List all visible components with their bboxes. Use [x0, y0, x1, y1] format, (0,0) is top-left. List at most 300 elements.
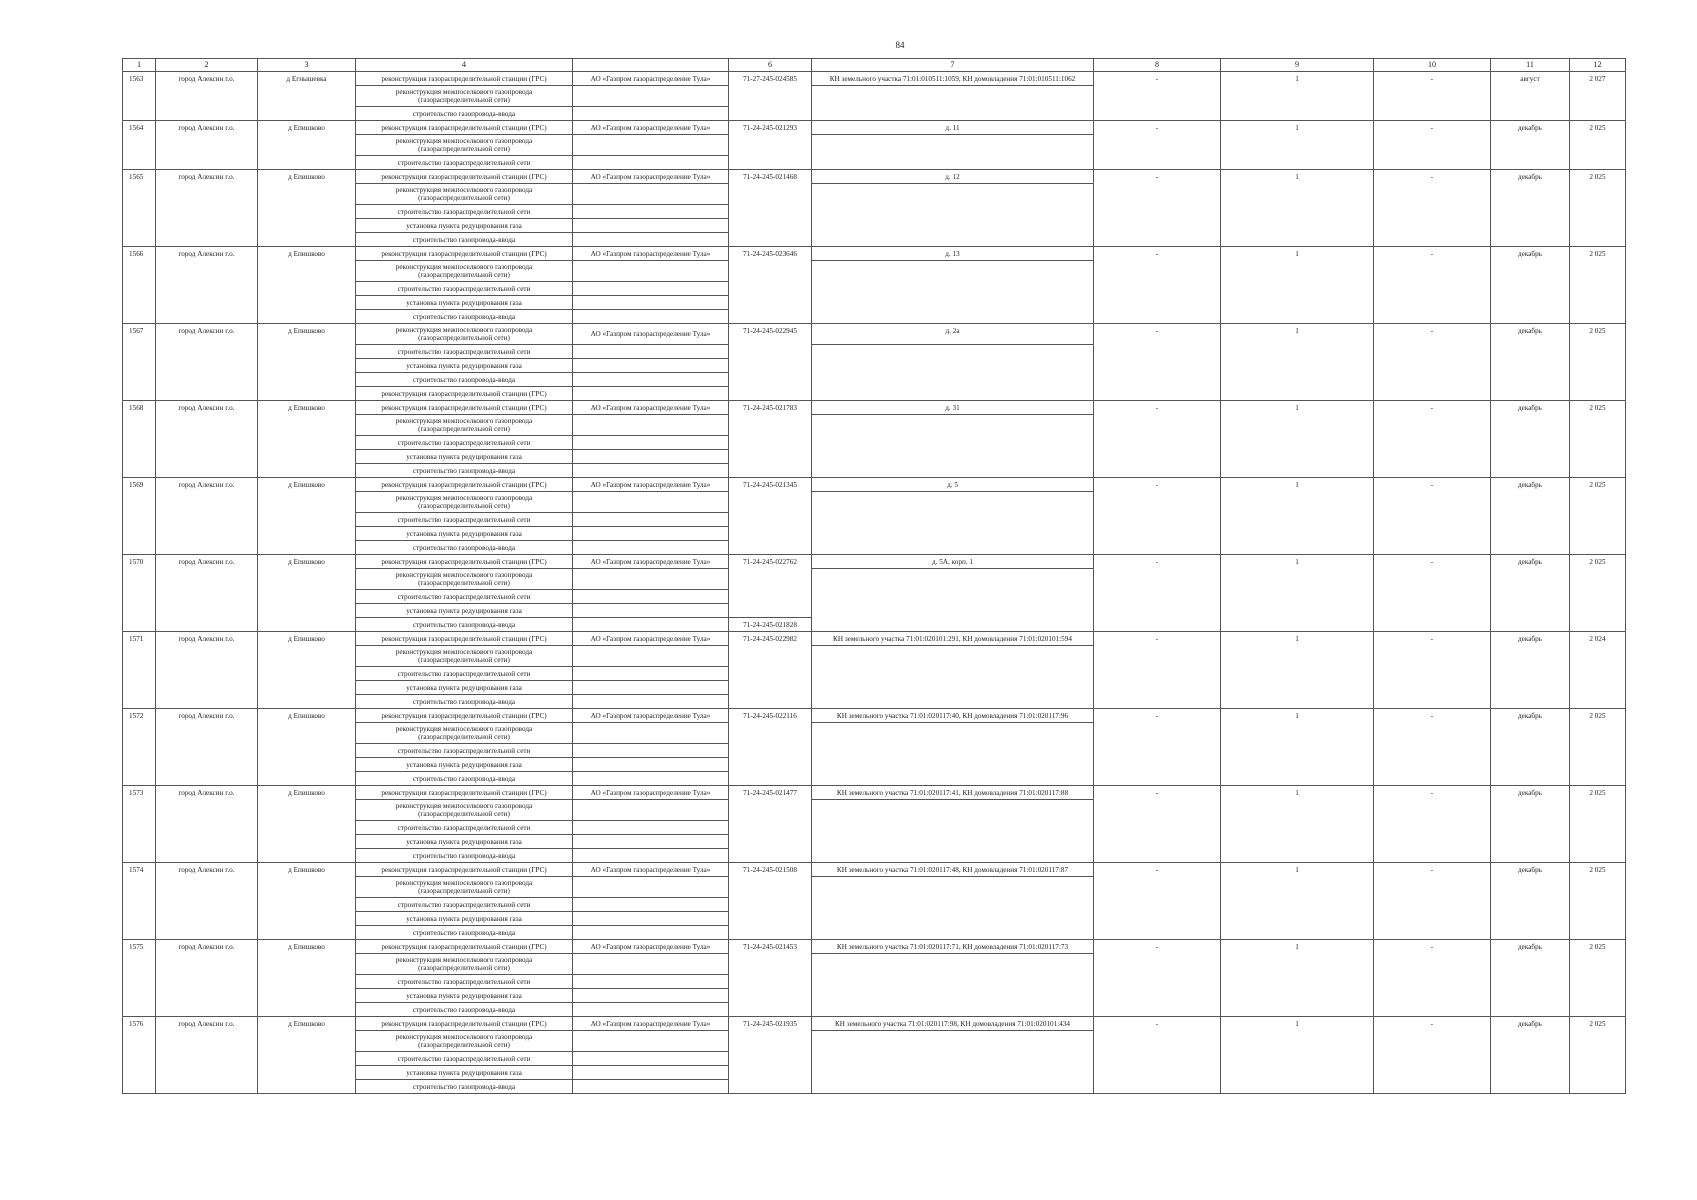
organization-cell	[573, 184, 729, 205]
organization-cell	[573, 604, 729, 618]
work-type-cell: установка пункта редуцирования газа	[356, 359, 573, 373]
address-cell-blank	[812, 345, 1094, 401]
work-type-cell: строительство газопровода-ввода	[356, 1080, 573, 1094]
work-type-cell: реконструкция газораспределительной станции (ГРС)	[356, 1017, 573, 1031]
settlement-cell: д Епишково	[258, 709, 356, 786]
request-id-cell: 71-24-245-021293	[729, 121, 812, 170]
work-type-cell: реконструкция межпоселкового газопровода (газораспределительной сети)	[356, 184, 573, 205]
record-number: 1567	[123, 324, 156, 401]
month-cell: декабрь	[1491, 121, 1570, 170]
address-cell: д. 5	[812, 478, 1094, 492]
settlement-cell: д Епишково	[258, 940, 356, 1017]
settlement-cell: д Епишково	[258, 170, 356, 247]
work-type-cell: установка пункта редуцирования газа	[356, 450, 573, 464]
organization-cell: АО «Газпром газораспределение Тула»	[573, 401, 729, 415]
request-id-cell: 71-24-245-022116	[729, 709, 812, 786]
year-cell: 2 025	[1570, 709, 1626, 786]
month-cell: август	[1491, 72, 1570, 121]
table-row	[123, 478, 1626, 492]
column-10-cell: -	[1374, 170, 1491, 247]
settlement-cell: д Егнышевка	[258, 72, 356, 121]
organization-cell: АО «Газпром газораспределение Тула»	[573, 940, 729, 954]
column-9-cell: 1	[1221, 786, 1374, 863]
organization-cell	[573, 772, 729, 786]
organization-cell	[573, 1080, 729, 1094]
organization-cell	[573, 345, 729, 359]
organization-cell	[573, 912, 729, 926]
month-cell: декабрь	[1491, 555, 1570, 632]
table-row	[123, 863, 1626, 877]
settlement-cell: д Епишково	[258, 401, 356, 478]
column-header: 1	[123, 59, 156, 72]
municipality-cell: город Алексин г.о.	[156, 555, 258, 632]
organization-cell	[573, 758, 729, 772]
organization-cell: АО «Газпром газораспределение Тула»	[573, 709, 729, 723]
address-cell: КН земельного участка 71:01:020117:41, КН домовладения 71:01:020117:88	[812, 786, 1094, 800]
municipality-cell: город Алексин г.о.	[156, 121, 258, 170]
address-cell: КН земельного участка 71:01:020101:291, КН домовладения 71:01:020101:594	[812, 632, 1094, 646]
column-header: 3	[258, 59, 356, 72]
municipality-cell: город Алексин г.о.	[156, 170, 258, 247]
address-cell: д. 5А, корп. 1	[812, 555, 1094, 569]
work-type-cell: строительство газопровода-ввода	[356, 107, 573, 121]
organization-cell	[573, 135, 729, 156]
column-10-cell: -	[1374, 478, 1491, 555]
work-type-cell: реконструкция газораспределительной станции (ГРС)	[356, 247, 573, 261]
column-9-cell: 1	[1221, 170, 1374, 247]
organization-cell: АО «Газпром газораспределение Тула»	[573, 170, 729, 184]
year-cell: 2 025	[1570, 478, 1626, 555]
work-type-cell: реконструкция газораспределительной станции (ГРС)	[356, 478, 573, 492]
work-type-cell: реконструкция газораспределительной станции (ГРС)	[356, 170, 573, 184]
work-type-cell: строительство газопровода-ввода	[356, 695, 573, 709]
work-type-cell: реконструкция межпоселкового газопровода (газораспределительной сети)	[356, 1031, 573, 1052]
column-numbers-row	[123, 59, 1626, 72]
month-cell: декабрь	[1491, 940, 1570, 1017]
organization-cell: АО «Газпром газораспределение Тула»	[573, 786, 729, 800]
request-id-cell: 71-24-245-022762	[729, 555, 812, 618]
organization-cell	[573, 156, 729, 170]
address-cell-blank	[812, 135, 1094, 170]
column-10-cell: -	[1374, 247, 1491, 324]
month-cell: декабрь	[1491, 786, 1570, 863]
column-header: 8	[1094, 59, 1221, 72]
work-type-cell: реконструкция газораспределительной станции (ГРС)	[356, 72, 573, 86]
year-cell: 2 025	[1570, 863, 1626, 940]
column-8-cell: -	[1094, 401, 1221, 478]
organization-cell	[573, 541, 729, 555]
organization-cell	[573, 898, 729, 912]
table-row	[123, 555, 1626, 569]
work-type-cell: реконструкция газораспределительной станции (ГРС)	[356, 709, 573, 723]
work-type-cell: строительство газопровода-ввода	[356, 373, 573, 387]
organization-cell	[573, 464, 729, 478]
work-type-cell: установка пункта редуцирования газа	[356, 527, 573, 541]
year-cell: 2 025	[1570, 940, 1626, 1017]
month-cell: декабрь	[1491, 478, 1570, 555]
address-cell: д. 11	[812, 121, 1094, 135]
work-type-cell: строительство газопровода-ввода	[356, 464, 573, 478]
organization-cell	[573, 646, 729, 667]
column-8-cell: -	[1094, 786, 1221, 863]
column-10-cell: -	[1374, 121, 1491, 170]
organization-cell	[573, 681, 729, 695]
work-type-cell: реконструкция газораспределительной станции (ГРС)	[356, 940, 573, 954]
organization-cell	[573, 1031, 729, 1052]
year-cell: 2 025	[1570, 401, 1626, 478]
column-9-cell: 1	[1221, 247, 1374, 324]
column-header: 11	[1491, 59, 1570, 72]
work-type-cell: установка пункта редуцирования газа	[356, 835, 573, 849]
address-cell-blank	[812, 723, 1094, 786]
column-10-cell: -	[1374, 940, 1491, 1017]
table-row	[123, 72, 1626, 86]
column-8-cell: -	[1094, 247, 1221, 324]
work-type-cell: реконструкция межпоселкового газопровода (газораспределительной сети)	[356, 646, 573, 667]
municipality-cell: город Алексин г.о.	[156, 401, 258, 478]
column-10-cell: -	[1374, 401, 1491, 478]
address-cell: д. 2а	[812, 324, 1094, 345]
organization-cell	[573, 359, 729, 373]
month-cell: декабрь	[1491, 863, 1570, 940]
organization-cell	[573, 1066, 729, 1080]
request-id-cell: 71-24-245-021508	[729, 863, 812, 940]
organization-cell	[573, 569, 729, 590]
work-type-cell: реконструкция газораспределительной станции (ГРС)	[356, 555, 573, 569]
work-type-cell: установка пункта редуцирования газа	[356, 604, 573, 618]
column-8-cell: -	[1094, 121, 1221, 170]
address-cell: КН земельного участка 71:01:020117:98, КН домовладения 71:01:020101:434	[812, 1017, 1094, 1031]
request-id-cell: 71-24-245-021345	[729, 478, 812, 555]
organization-cell	[573, 800, 729, 821]
column-10-cell: -	[1374, 1017, 1491, 1094]
work-type-cell: строительство газораспределительной сети	[356, 156, 573, 170]
organization-cell	[573, 513, 729, 527]
column-header: 6	[729, 59, 812, 72]
organization-cell	[573, 450, 729, 464]
municipality-cell: город Алексин г.о.	[156, 478, 258, 555]
municipality-cell: город Алексин г.о.	[156, 632, 258, 709]
column-10-cell: -	[1374, 324, 1491, 401]
column-8-cell: -	[1094, 72, 1221, 121]
address-cell-blank	[812, 86, 1094, 121]
month-cell: декабрь	[1491, 170, 1570, 247]
work-type-cell: реконструкция газораспределительной станции (ГРС)	[356, 863, 573, 877]
request-id-cell: 71-24-245-021453	[729, 940, 812, 1017]
work-type-cell: строительство газораспределительной сети	[356, 205, 573, 219]
organization-cell	[573, 821, 729, 835]
address-cell: КН земельного участка 71:01:020117:40, КН домовладения 71:01:020117:96	[812, 709, 1094, 723]
organization-cell: АО «Газпром газораспределение Тула»	[573, 555, 729, 569]
column-8-cell: -	[1094, 1017, 1221, 1094]
work-type-cell: строительство газопровода-ввода	[356, 618, 573, 632]
organization-cell	[573, 989, 729, 1003]
column-9-cell: 1	[1221, 324, 1374, 401]
year-cell: 2 025	[1570, 324, 1626, 401]
work-type-cell: реконструкция межпоселкового газопровода (газораспределительной сети)	[356, 261, 573, 282]
organization-cell	[573, 695, 729, 709]
address-cell-blank	[812, 954, 1094, 1017]
address-cell-blank	[812, 646, 1094, 709]
organization-cell	[573, 296, 729, 310]
work-type-cell: строительство газораспределительной сети	[356, 282, 573, 296]
work-type-cell: строительство газораспределительной сети	[356, 590, 573, 604]
organization-cell	[573, 282, 729, 296]
organization-cell	[573, 373, 729, 387]
organization-cell	[573, 926, 729, 940]
request-id-cell: 71-24-245-021477	[729, 786, 812, 863]
work-type-cell: строительство газораспределительной сети	[356, 898, 573, 912]
column-10-cell: -	[1374, 632, 1491, 709]
record-number: 1569	[123, 478, 156, 555]
work-type-cell: реконструкция межпоселкового газопровода (газораспределительной сети)	[356, 954, 573, 975]
request-id-cell: 71-24-245-021783	[729, 401, 812, 478]
column-8-cell: -	[1094, 170, 1221, 247]
month-cell: декабрь	[1491, 401, 1570, 478]
column-8-cell: -	[1094, 863, 1221, 940]
column-10-cell: -	[1374, 709, 1491, 786]
organization-cell	[573, 415, 729, 436]
organization-cell: АО «Газпром газораспределение Тула»	[573, 72, 729, 86]
work-type-cell: строительство газопровода-ввода	[356, 541, 573, 555]
year-cell: 2 025	[1570, 786, 1626, 863]
record-number: 1575	[123, 940, 156, 1017]
address-cell: д. 13	[812, 247, 1094, 261]
work-type-cell: строительство газораспределительной сети	[356, 744, 573, 758]
work-type-cell: установка пункта редуцирования газа	[356, 1066, 573, 1080]
work-type-cell: реконструкция газораспределительной станции (ГРС)	[356, 121, 573, 135]
organization-cell	[573, 387, 729, 401]
column-header: 2	[156, 59, 258, 72]
table-body	[123, 72, 1626, 1094]
address-cell-blank	[812, 877, 1094, 940]
settlement-cell: д Епишково	[258, 786, 356, 863]
organization-cell	[573, 1003, 729, 1017]
organization-cell	[573, 261, 729, 282]
record-number: 1576	[123, 1017, 156, 1094]
request-id-cell: 71-24-245-022982	[729, 632, 812, 709]
month-cell: декабрь	[1491, 632, 1570, 709]
address-cell: КН земельного участка 71:01:010511:1059, КН домовладения 71:01:010511:1062	[812, 72, 1094, 86]
month-cell: декабрь	[1491, 1017, 1570, 1094]
organization-cell: АО «Газпром газораспределение Тула»	[573, 632, 729, 646]
work-type-cell: установка пункта редуцирования газа	[356, 681, 573, 695]
column-10-cell: -	[1374, 786, 1491, 863]
work-type-cell: установка пункта редуцирования газа	[356, 989, 573, 1003]
organization-cell	[573, 849, 729, 863]
organization-cell	[573, 310, 729, 324]
work-type-cell: реконструкция межпоселкового газопровода (газораспределительной сети)	[356, 723, 573, 744]
table-row	[123, 632, 1626, 646]
column-header: 12	[1570, 59, 1626, 72]
settlement-cell: д Епишково	[258, 247, 356, 324]
work-type-cell: строительство газопровода-ввода	[356, 772, 573, 786]
work-type-cell: строительство газораспределительной сети	[356, 1052, 573, 1066]
organization-cell	[573, 618, 729, 632]
month-cell: декабрь	[1491, 324, 1570, 401]
organization-cell	[573, 975, 729, 989]
municipality-cell: город Алексин г.о.	[156, 709, 258, 786]
column-10-cell: -	[1374, 863, 1491, 940]
year-cell: 2 025	[1570, 1017, 1626, 1094]
work-type-cell: реконструкция межпоселкового газопровода (газораспределительной сети)	[356, 492, 573, 513]
table-row	[123, 1017, 1626, 1031]
column-9-cell: 1	[1221, 555, 1374, 632]
month-cell: декабрь	[1491, 247, 1570, 324]
request-id-cell: 71-24-245-021468	[729, 170, 812, 247]
organization-cell	[573, 436, 729, 450]
organization-cell	[573, 233, 729, 247]
table-row	[123, 121, 1626, 135]
column-header: 10	[1374, 59, 1491, 72]
work-type-cell: реконструкция межпоселкового газопровода (газораспределительной сети)	[356, 800, 573, 821]
settlement-cell: д Епишково	[258, 121, 356, 170]
address-cell-blank	[812, 184, 1094, 247]
column-header: 7	[812, 59, 1094, 72]
organization-cell	[573, 205, 729, 219]
organization-cell	[573, 86, 729, 107]
organization-cell: АО «Газпром газораспределение Тула»	[573, 1017, 729, 1031]
organization-cell	[573, 667, 729, 681]
address-cell-blank	[812, 492, 1094, 555]
work-type-cell: установка пункта редуцирования газа	[356, 219, 573, 233]
address-cell: КН земельного участка 71:01:020117:48, КН домовладения 71:01:020117:87	[812, 863, 1094, 877]
municipality-cell: город Алексин г.о.	[156, 324, 258, 401]
column-8-cell: -	[1094, 709, 1221, 786]
column-9-cell: 1	[1221, 1017, 1374, 1094]
municipality-cell: город Алексин г.о.	[156, 247, 258, 324]
organization-cell	[573, 527, 729, 541]
organization-cell	[573, 835, 729, 849]
column-9-cell: 1	[1221, 863, 1374, 940]
municipality-cell: город Алексин г.о.	[156, 786, 258, 863]
work-type-cell: установка пункта редуцирования газа	[356, 912, 573, 926]
column-9-cell: 1	[1221, 940, 1374, 1017]
organization-cell: АО «Газпром газораспределение Тула»	[573, 247, 729, 261]
record-number: 1568	[123, 401, 156, 478]
registry-table	[122, 58, 1626, 1094]
organization-cell	[573, 954, 729, 975]
work-type-cell: реконструкция межпоселкового газопровода (газораспределительной сети)	[356, 324, 573, 345]
column-9-cell: 1	[1221, 478, 1374, 555]
work-type-cell: реконструкция межпоселкового газопровода (газораспределительной сети)	[356, 86, 573, 107]
record-number: 1566	[123, 247, 156, 324]
work-type-cell: реконструкция газораспределительной станции (ГРС)	[356, 632, 573, 646]
organization-cell: АО «Газпром газораспределение Тула»	[573, 478, 729, 492]
year-cell: 2 024	[1570, 632, 1626, 709]
record-number: 1563	[123, 72, 156, 121]
table-row	[123, 247, 1626, 261]
record-number: 1572	[123, 709, 156, 786]
settlement-cell: д Епишково	[258, 324, 356, 401]
settlement-cell: д Епишково	[258, 555, 356, 632]
work-type-cell: установка пункта редуцирования газа	[356, 296, 573, 310]
work-type-cell: реконструкция межпоселкового газопровода (газораспределительной сети)	[356, 877, 573, 898]
column-8-cell: -	[1094, 632, 1221, 709]
column-header: 9	[1221, 59, 1374, 72]
column-10-cell: -	[1374, 72, 1491, 121]
work-type-cell: строительство газораспределительной сети	[356, 975, 573, 989]
year-cell: 2 025	[1570, 121, 1626, 170]
column-header: 4	[356, 59, 573, 72]
address-cell-blank	[812, 415, 1094, 478]
work-type-cell: строительство газораспределительной сети	[356, 345, 573, 359]
work-type-cell: строительство газопровода-ввода	[356, 1003, 573, 1017]
work-type-cell: реконструкция газораспределительной станции (ГРС)	[356, 387, 573, 401]
work-type-cell: реконструкция межпоселкового газопровода (газораспределительной сети)	[356, 135, 573, 156]
page-number: 84	[895, 40, 905, 50]
work-type-cell: строительство газопровода-ввода	[356, 233, 573, 247]
request-id-cell: 71-24-245-022945	[729, 324, 812, 401]
organization-cell: АО «Газпром газораспределение Тула»	[573, 121, 729, 135]
request-id-cell: 71-24-245-021935	[729, 1017, 812, 1094]
work-type-cell: реконструкция газораспределительной станции (ГРС)	[356, 401, 573, 415]
settlement-cell: д Епишково	[258, 632, 356, 709]
settlement-cell: д Епишково	[258, 478, 356, 555]
work-type-cell: реконструкция межпоселкового газопровода (газораспределительной сети)	[356, 569, 573, 590]
address-cell: КН земельного участка 71:01:020117:71, КН домовладения 71:01:020117:73	[812, 940, 1094, 954]
work-type-cell: реконструкция газораспределительной станции (ГРС)	[356, 786, 573, 800]
table-row	[123, 940, 1626, 954]
column-8-cell: -	[1094, 940, 1221, 1017]
column-8-cell: -	[1094, 555, 1221, 632]
address-cell-blank	[812, 1031, 1094, 1094]
organization-cell	[573, 1052, 729, 1066]
work-type-cell: строительство газопровода-ввода	[356, 849, 573, 863]
request-id-cell: 71-24-245-023646	[729, 247, 812, 324]
request-id-cell: 71-24-245-021828	[729, 618, 812, 632]
work-type-cell: строительство газораспределительной сети	[356, 667, 573, 681]
organization-cell	[573, 723, 729, 744]
table-row	[123, 709, 1626, 723]
year-cell: 2 025	[1570, 247, 1626, 324]
organization-cell	[573, 492, 729, 513]
organization-cell	[573, 590, 729, 604]
work-type-cell: реконструкция межпоселкового газопровода (газораспределительной сети)	[356, 415, 573, 436]
column-8-cell: -	[1094, 324, 1221, 401]
column-9-cell: 1	[1221, 72, 1374, 121]
organization-cell	[573, 107, 729, 121]
municipality-cell: город Алексин г.о.	[156, 72, 258, 121]
municipality-cell: город Алексин г.о.	[156, 1017, 258, 1094]
year-cell: 2 025	[1570, 170, 1626, 247]
request-id-cell: 71-27-245-024585	[729, 72, 812, 121]
work-type-cell: строительство газораспределительной сети	[356, 436, 573, 450]
organization-cell	[573, 219, 729, 233]
organization-cell: АО «Газпром газораспределение Тула»	[573, 863, 729, 877]
year-cell: 2 027	[1570, 72, 1626, 121]
address-cell-blank	[812, 261, 1094, 324]
work-type-cell: установка пункта редуцирования газа	[356, 758, 573, 772]
address-cell-blank	[812, 569, 1094, 632]
column-8-cell: -	[1094, 478, 1221, 555]
address-cell: д. 31	[812, 401, 1094, 415]
column-header	[573, 59, 729, 72]
settlement-cell: д Епишково	[258, 863, 356, 940]
work-type-cell: строительство газораспределительной сети	[356, 821, 573, 835]
month-cell: декабрь	[1491, 709, 1570, 786]
work-type-cell: строительство газопровода-ввода	[356, 310, 573, 324]
record-number: 1570	[123, 555, 156, 632]
record-number: 1573	[123, 786, 156, 863]
record-number: 1564	[123, 121, 156, 170]
address-cell: д. 12	[812, 170, 1094, 184]
municipality-cell: город Алексин г.о.	[156, 940, 258, 1017]
record-number: 1571	[123, 632, 156, 709]
column-9-cell: 1	[1221, 632, 1374, 709]
table-row	[123, 401, 1626, 415]
table-row	[123, 170, 1626, 184]
